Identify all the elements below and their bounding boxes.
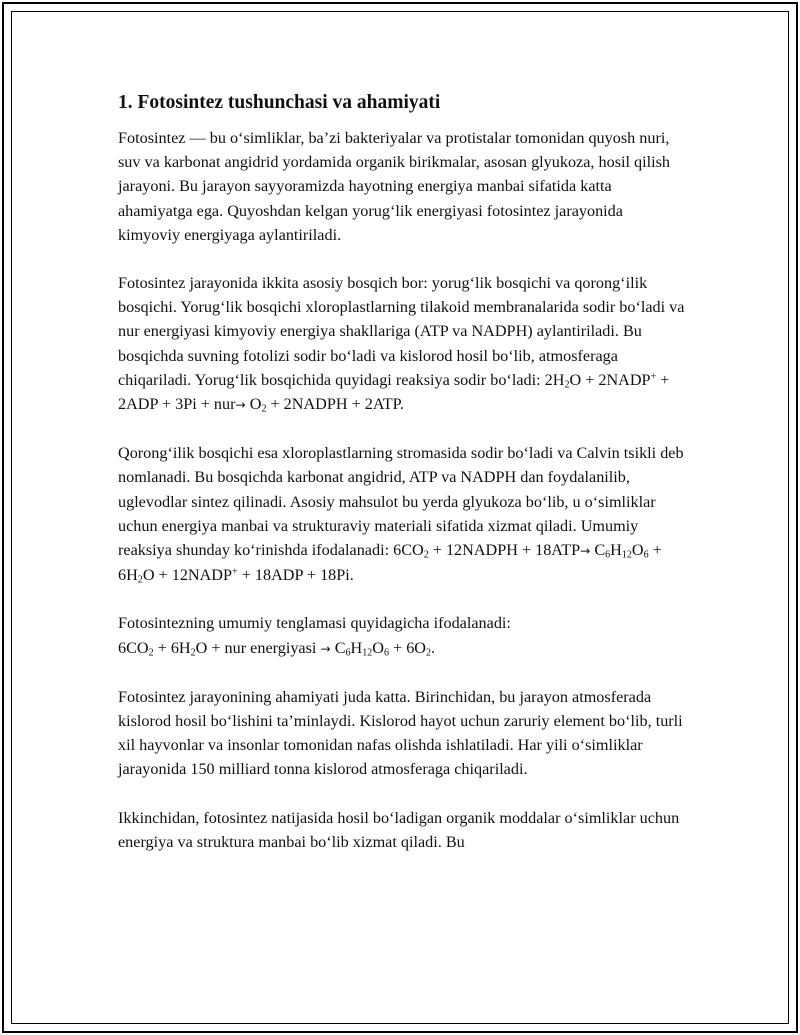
paragraph-dark-stage	[118, 441, 686, 587]
general-photosynthesis-equation: $6CO_2 + 6H_2O$ + nur energiyasi → $C_6H_{12}O_6 + 6O_2$.	[118, 638, 436, 659]
document-body	[118, 90, 686, 878]
light-reaction-equation: $2H_2O$ + 2NADP+ + $2ADP + 3Pi + nur\to O_2$ + 2NADPH + 2ATP.	[118, 370, 670, 415]
paragraph-light-stage	[118, 271, 686, 417]
paragraph-importance-oxygen: Fotosintez jarayonining ahamiyati juda katta. Birinchidan, bu jarayon atmosferada kislorod hosil bo‘lishini ta’minlaydi. Kislorod hayot uchun zaruriy element bo‘lib, turli xil hayvonlar va insonlar tomonidan nafas olishda ishlatiladi. Har yili o‘simliklar jarayonida 150 milliard tonna kislorod atmosferaga chiqariladi.	[118, 687, 683, 779]
calvin-cycle-equation: $6CO_2$ + 12NADPH + $18ATP\to C_6H_{12}O_6 + 6H_2O$ + 12NADP+ + 18ADP + 18Pi.	[118, 541, 662, 586]
paragraph-importance-organic: Ikkinchidan, fotosintez natijasida hosil bo‘ladigan organik moddalar o‘simliklar uchun energiya va struktura manbai bo‘lib xizmat qiladi. Bu	[118, 808, 680, 851]
paragraph-light-stage-text: Fotosintez jarayonida ikkita asosiy bosqich bor: yorug‘lik bosqichi va qorong‘ilik bosqichi. Yorug‘lik bosqichi xloroplastlarning tilakoid membranalarida sodir bo‘ladi va nur energiyasi kimyoviy energiya shakllariga (ATP va NADPH) aylantiriladi. Bu bosqichda suvning fotolizi sodir bo‘ladi va kislorod hosil bo‘lib, atmosferaga chiqariladi. Yorug‘lik bosqichida quyidagi reaksiya sodir bo‘ladi:	[118, 274, 685, 389]
reaction-arrow-icon: →	[320, 641, 331, 656]
reaction-arrow-icon: →	[580, 544, 591, 559]
paragraph-definition: Fotosintez — bu o‘simliklar, ba’zi bakteriyalar va protistalar tomonidan quyosh nuri, suv va karbonat angidrid yordamida organik birikmalar, asosan glyukoza, hosil qilish jarayoni. Bu jarayon sayyoramizda hayotning energiya manbai sifatida katta ahamiyatga ega. Quyoshdan kelgan yorug‘lik energiyasi fotosintez jarayonida kimyoviy energiyaga aylantiriladi.	[118, 129, 671, 244]
reaction-arrow-icon: →	[235, 398, 246, 413]
paragraph-dark-stage-text: Qorong‘ilik bosqichi esa xloroplastlarning stromasida sodir bo‘ladi va Calvin tsikli deb nomlanadi. Bu bosqichda karbonat angidrid, ATP va NADPH dan foydalanilib, uglevodlar sintez qilinadi. Asosiy mahsulot bu yerda glyukoza bo‘lib, u o‘simliklar uchun energiya manbai va strukturaviy materiali sifatida xizmat qiladi. Umumiy reaksiya shunday ko‘rinishda ifodalanadi:	[118, 444, 684, 560]
paragraph-general-equation-text: Fotosintezning umumiy tenglamasi quyidagicha ifodalanadi:	[118, 614, 511, 633]
paragraph-general-equation	[118, 611, 686, 660]
section-title: 1. Fotosintez tushunchasi va ahamiyati	[118, 92, 441, 113]
